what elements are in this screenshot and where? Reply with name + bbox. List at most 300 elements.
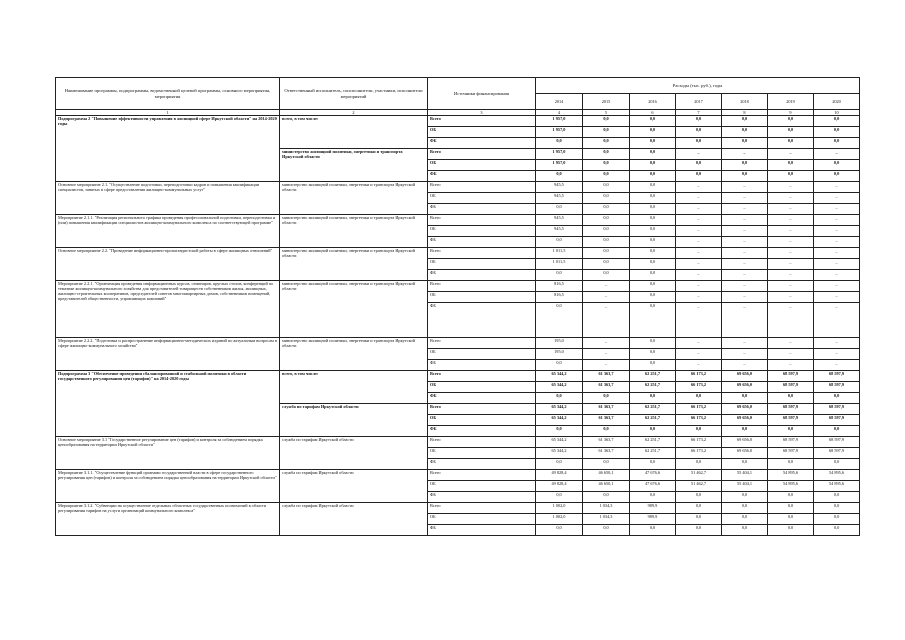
amount-cell: _	[768, 259, 814, 270]
funding-source-cell: ОБ	[428, 160, 536, 171]
amount-cell: 65 344,2	[536, 382, 583, 393]
activity-name-cell: Основное мероприятие 3.1 "Государственное регулирование цен (тарифов) и контроля за соблюдением порядка ценообразования на территории Иркутской области"	[56, 437, 280, 470]
activity-name-cell: Подпрограмма 2 "Повышение эффективности управления в жилищной сфере Иркутской области" на 2014-2020 годы	[56, 116, 280, 182]
responsible-cell: служба по тарифам Иркутской области	[280, 503, 428, 536]
responsible-cell: всего, в том числе:	[280, 116, 428, 149]
amount-cell: 62 251,7	[630, 382, 676, 393]
amount-cell: 0,0	[630, 248, 676, 259]
amount-cell: 55 404,1	[722, 470, 768, 481]
amount-cell: 0,0	[722, 525, 768, 536]
amount-cell: 66 173,2	[676, 371, 722, 382]
amount-cell: 0,0	[722, 503, 768, 514]
amount-cell: 1 034,3	[583, 503, 630, 514]
amount-cell: 989,9	[630, 514, 676, 525]
amount-cell: 0,0	[630, 349, 676, 360]
funding-source-cell: ФБ	[428, 525, 536, 536]
amount-cell: _	[676, 259, 722, 270]
amount-cell: 1 011,5	[536, 259, 583, 270]
amount-cell: _	[722, 338, 768, 349]
amount-cell: 0,0	[630, 160, 676, 171]
amount-cell: 0,0	[583, 393, 630, 404]
amount-cell: _	[768, 237, 814, 248]
funding-source-cell: ОБ	[428, 415, 536, 426]
amount-cell: _	[814, 349, 860, 360]
amount-cell: 0,0	[536, 492, 583, 503]
header-year: 2017	[676, 94, 722, 110]
amount-cell: _	[676, 281, 722, 292]
amount-cell: 0,0	[536, 138, 583, 149]
amount-cell: _	[676, 226, 722, 237]
amount-cell: _	[676, 270, 722, 281]
amount-cell: 65 344,2	[536, 404, 583, 415]
amount-cell: 1 002,0	[536, 503, 583, 514]
amount-cell: _	[722, 182, 768, 193]
funding-source-cell: ОБ	[428, 349, 536, 360]
amount-cell: 0,0	[583, 171, 630, 182]
activity-name-cell: Мероприятие 3.1.2. "Субвенции на осуществление отдельных областных государственных полномочий в области регулирования тарифов на услуги организаций коммунального комплекса"	[56, 503, 280, 536]
funding-source-cell: Всего	[428, 371, 536, 382]
amount-cell: 945,5	[536, 193, 583, 204]
amount-cell: 0,0	[722, 393, 768, 404]
amount-cell: 0,0	[676, 393, 722, 404]
header-name: Наименование программы, подпрограммы, ведомственной целевой программы, основного мероприятия, мероприятия	[56, 78, 280, 110]
amount-cell: 47 676,6	[630, 470, 676, 481]
funding-source-cell: ФБ	[428, 204, 536, 215]
amount-cell: 0,0	[583, 160, 630, 171]
amount-cell: 68 597,9	[814, 437, 860, 448]
amount-cell: _	[768, 226, 814, 237]
column-number: 5	[583, 110, 630, 116]
budget-table-sheet	[55, 77, 859, 536]
amount-cell: 0,0	[768, 492, 814, 503]
amount-cell: 0,0	[583, 459, 630, 470]
amount-cell: 0,0	[722, 459, 768, 470]
responsible-cell: служба по тарифам Иркутской области	[280, 437, 428, 470]
amount-cell: 61 363,7	[583, 437, 630, 448]
amount-cell: 0,0	[630, 270, 676, 281]
amount-cell: _	[583, 360, 630, 371]
amount-cell: 945,5	[536, 215, 583, 226]
amount-cell: 195,0	[536, 338, 583, 349]
amount-cell: 0,0	[676, 492, 722, 503]
funding-source-cell: ОБ	[428, 481, 536, 492]
funding-source-cell: Всего	[428, 503, 536, 514]
amount-cell: 54 895,6	[814, 481, 860, 492]
amount-cell: 1 002,0	[536, 514, 583, 525]
amount-cell: 0,0	[630, 182, 676, 193]
activity-name-cell: Мероприятие 2.1.1. "Реализация регионального графика проведения профессиональной подготовки, переподготовки и (или) повышения квалификации специалистов жилищно-коммунального комплекса по соответствующей программе"	[56, 215, 280, 248]
amount-cell: 69 656,0	[722, 382, 768, 393]
funding-source-cell: ФБ	[428, 237, 536, 248]
amount-cell: 66 173,2	[676, 448, 722, 459]
amount-cell: 68 597,9	[768, 371, 814, 382]
amount-cell: 0,0	[583, 237, 630, 248]
amount-cell: 816,5	[536, 292, 583, 303]
amount-cell: 0,0	[630, 360, 676, 371]
activity-name-cell: Мероприятие 2.2.1. "Организация проведения информационных курсов, семинаров, круглых столов, конференций по тематике жилищно-коммунального хозяйства для представителей товариществ собственников жилья, жилищных, жилищно-строительных кооперативов, председателей советов многоквартирных домов, собственников помещений, представителей общественности, управляющих компаний"	[56, 281, 280, 338]
amount-cell: _	[722, 237, 768, 248]
amount-cell: _	[814, 204, 860, 215]
amount-cell: 0,0	[583, 492, 630, 503]
funding-source-cell: ОБ	[428, 514, 536, 525]
amount-cell: 945,5	[536, 226, 583, 237]
amount-cell: 0,0	[676, 171, 722, 182]
amount-cell: 68 597,9	[768, 437, 814, 448]
amount-cell: _	[722, 281, 768, 292]
table-row	[56, 248, 860, 259]
amount-cell: 0,0	[630, 237, 676, 248]
amount-cell: 1 011,5	[536, 248, 583, 259]
amount-cell: 0,0	[722, 116, 768, 127]
amount-cell: 68 597,9	[768, 382, 814, 393]
amount-cell: _	[768, 193, 814, 204]
amount-cell: _	[722, 193, 768, 204]
column-number: 8	[722, 110, 768, 116]
header-year: 2015	[583, 94, 630, 110]
funding-source-cell: ФБ	[428, 171, 536, 182]
amount-cell: _	[676, 303, 722, 338]
amount-cell: 0,0	[814, 525, 860, 536]
amount-cell: 0,0	[583, 226, 630, 237]
responsible-cell: служба по тарифам Иркутской области	[280, 470, 428, 503]
amount-cell: _	[768, 248, 814, 259]
amount-cell: 65 344,2	[536, 448, 583, 459]
activity-name-cell: Основное мероприятие 2.1. "Осуществление подготовки, переподготовки кадров и повышения квалификации специалистов, занятых в сфере предоставления жилищно-коммунальных услуг"	[56, 182, 280, 215]
amount-cell: 0,0	[630, 338, 676, 349]
amount-cell: 0,0	[536, 459, 583, 470]
amount-cell: _	[676, 248, 722, 259]
amount-cell: _	[814, 226, 860, 237]
amount-cell: 54 895,6	[768, 470, 814, 481]
amount-cell: _	[768, 303, 814, 338]
amount-cell: 0,0	[630, 525, 676, 536]
amount-cell: _	[583, 281, 630, 292]
amount-cell: _	[722, 360, 768, 371]
table-row	[56, 215, 860, 226]
amount-cell: 1 957,0	[536, 149, 583, 160]
funding-source-cell: ФБ	[428, 426, 536, 437]
amount-cell: 0,0	[814, 138, 860, 149]
amount-cell: _	[676, 292, 722, 303]
amount-cell: _	[583, 349, 630, 360]
amount-cell: 0,0	[583, 215, 630, 226]
amount-cell: _	[814, 338, 860, 349]
amount-cell: 0,0	[722, 171, 768, 182]
amount-cell: _	[814, 303, 860, 338]
header-year: 2018	[722, 94, 768, 110]
amount-cell: _	[722, 248, 768, 259]
amount-cell: _	[814, 182, 860, 193]
amount-cell: 0,0	[768, 127, 814, 138]
amount-cell: 61 363,7	[583, 382, 630, 393]
amount-cell: 0,0	[536, 393, 583, 404]
amount-cell: 0,0	[768, 171, 814, 182]
funding-source-cell: Всего	[428, 215, 536, 226]
amount-cell: 66 173,2	[676, 382, 722, 393]
amount-cell: 0,0	[676, 503, 722, 514]
amount-cell: 0,0	[630, 193, 676, 204]
amount-cell: 0,0	[814, 492, 860, 503]
amount-cell: 0,0	[768, 525, 814, 536]
amount-cell: 0,0	[630, 303, 676, 338]
amount-cell: 0,0	[630, 426, 676, 437]
amount-cell: 51 462,7	[676, 481, 722, 492]
amount-cell: 0,0	[814, 514, 860, 525]
column-number: 7	[676, 110, 722, 116]
amount-cell: _	[814, 270, 860, 281]
amount-cell: 0,0	[768, 503, 814, 514]
amount-cell: 0,0	[676, 127, 722, 138]
header-year: 2016	[630, 94, 676, 110]
amount-cell: 0,0	[630, 149, 676, 160]
responsible-cell: министерство жилищной политики, энергетики и транспорта Иркутской области	[280, 182, 428, 215]
amount-cell: 66 173,2	[676, 404, 722, 415]
amount-cell: 0,0	[583, 204, 630, 215]
funding-source-cell: ОБ	[428, 226, 536, 237]
amount-cell: _	[676, 237, 722, 248]
amount-cell: 816,5	[536, 281, 583, 292]
amount-cell: 69 656,0	[722, 415, 768, 426]
table-row	[56, 371, 860, 382]
column-number: 2	[280, 110, 428, 116]
amount-cell: 61 363,7	[583, 448, 630, 459]
amount-cell: 62 251,7	[630, 448, 676, 459]
amount-cell: 0,0	[722, 492, 768, 503]
amount-cell: 61 363,7	[583, 371, 630, 382]
funding-source-cell: ФБ	[428, 360, 536, 371]
amount-cell: _	[814, 237, 860, 248]
amount-cell: 0,0	[768, 459, 814, 470]
amount-cell: _	[814, 193, 860, 204]
amount-cell: 66 173,2	[676, 437, 722, 448]
table-row	[56, 338, 860, 349]
amount-cell: 0,0	[630, 226, 676, 237]
funding-source-cell: ОБ	[428, 292, 536, 303]
amount-cell: _	[676, 349, 722, 360]
amount-cell: 68 597,9	[768, 404, 814, 415]
responsible-cell: министерство жилищной политики, энергетики и транспорта Иркутской области	[280, 338, 428, 371]
amount-cell: 0,0	[768, 393, 814, 404]
amount-cell: 0,0	[536, 303, 583, 338]
amount-cell: 0,0	[768, 514, 814, 525]
funding-source-cell: Всего	[428, 182, 536, 193]
amount-cell: 0,0	[630, 127, 676, 138]
responsible-cell: министерство жилищной политики, энергетики и транспорта Иркутской области	[280, 149, 428, 182]
amount-cell: _	[722, 303, 768, 338]
amount-cell: 0,0	[814, 393, 860, 404]
amount-cell: _	[722, 204, 768, 215]
amount-cell: 68 597,9	[814, 404, 860, 415]
amount-cell: 0,0	[630, 215, 676, 226]
amount-cell: 0,0	[722, 426, 768, 437]
amount-cell: _	[768, 338, 814, 349]
amount-cell: 51 462,7	[676, 470, 722, 481]
amount-cell: 68 597,9	[814, 448, 860, 459]
amount-cell: 0,0	[630, 492, 676, 503]
responsible-cell: служба по тарифам Иркутской области	[280, 404, 428, 437]
header-year: 2019	[768, 94, 814, 110]
table-row	[56, 182, 860, 193]
funding-source-cell: Всего	[428, 404, 536, 415]
amount-cell: 0,0	[536, 270, 583, 281]
amount-cell: _	[768, 270, 814, 281]
amount-cell: _	[722, 226, 768, 237]
amount-cell: 49 828,4	[536, 481, 583, 492]
amount-cell: 0,0	[814, 116, 860, 127]
amount-cell: 0,0	[536, 171, 583, 182]
amount-cell: 0,0	[676, 525, 722, 536]
column-number: 3	[428, 110, 536, 116]
column-number: 4	[536, 110, 583, 116]
amount-cell: 0,0	[722, 138, 768, 149]
funding-source-cell: ОБ	[428, 382, 536, 393]
table-row	[56, 470, 860, 481]
amount-cell: 945,5	[536, 182, 583, 193]
header-source: Источники финансирования	[428, 78, 536, 110]
amount-cell: _	[722, 349, 768, 360]
amount-cell: 0,0	[536, 237, 583, 248]
amount-cell: 68 597,9	[814, 382, 860, 393]
amount-cell: _	[814, 360, 860, 371]
column-number: 10	[814, 110, 860, 116]
amount-cell: 0,0	[630, 292, 676, 303]
amount-cell: 0,0	[630, 204, 676, 215]
activity-name-cell: Подпрограмма 3 "Обеспечение проведения сбалансированной и стабильной политики в области государственного регулирования цен (тарифов)" на 2014-2020 годы	[56, 371, 280, 437]
amount-cell: 0,0	[583, 259, 630, 270]
amount-cell: _	[814, 248, 860, 259]
amount-cell: 0,0	[630, 138, 676, 149]
responsible-cell: министерство жилищной политики, энергетики и транспорта Иркутской области	[280, 281, 428, 338]
amount-cell: 0,0	[814, 171, 860, 182]
amount-cell: 46 650,1	[583, 481, 630, 492]
amount-cell: 54 895,6	[814, 470, 860, 481]
amount-cell: 0,0	[536, 204, 583, 215]
amount-cell: 68 597,9	[768, 415, 814, 426]
amount-cell: 0,0	[630, 281, 676, 292]
amount-cell: 0,0	[676, 459, 722, 470]
amount-cell: 0,0	[536, 360, 583, 371]
amount-cell: 0,0	[814, 503, 860, 514]
amount-cell: 0,0	[583, 127, 630, 138]
responsible-cell: всего, в том числе:	[280, 371, 428, 404]
activity-name-cell: Мероприятие 2.2.2. "Подготовка и распространение информационно-методических изданий по актуальным вопросам в сфере жилищно-коммунального хозяйства"	[56, 338, 280, 371]
activity-name-cell: Мероприятие 3.1.1. "Осуществление функций органами государственной власти в сфере государственного регулирования цен (тарифов) и контроля за соблюдением порядка ценообразования на территории Иркутской области"	[56, 470, 280, 503]
amount-cell: 0,0	[676, 426, 722, 437]
amount-cell: 0,0	[583, 270, 630, 281]
amount-cell: 989,9	[630, 503, 676, 514]
amount-cell: _	[768, 292, 814, 303]
amount-cell: 0,0	[814, 459, 860, 470]
responsible-cell: министерство жилищной политики, энергетики и транспорта Иркутской области	[280, 215, 428, 248]
amount-cell: _	[814, 149, 860, 160]
amount-cell: _	[768, 182, 814, 193]
amount-cell: 68 597,9	[768, 448, 814, 459]
amount-cell: 0,0	[814, 160, 860, 171]
amount-cell: 65 344,2	[536, 415, 583, 426]
table-row	[56, 437, 860, 448]
funding-source-cell: ФБ	[428, 492, 536, 503]
amount-cell: _	[768, 281, 814, 292]
amount-cell: 69 656,0	[722, 404, 768, 415]
amount-cell: 0,0	[768, 426, 814, 437]
amount-cell: 0,0	[583, 182, 630, 193]
amount-cell: 54 895,6	[768, 481, 814, 492]
amount-cell: 0,0	[630, 171, 676, 182]
funding-source-cell: Всего	[428, 149, 536, 160]
funding-source-cell: Всего	[428, 470, 536, 481]
column-number: 6	[630, 110, 676, 116]
amount-cell: _	[768, 149, 814, 160]
amount-cell: 68 597,9	[814, 415, 860, 426]
funding-source-cell: ФБ	[428, 393, 536, 404]
amount-cell: 0,0	[536, 525, 583, 536]
funding-source-cell: Всего	[428, 248, 536, 259]
funding-source-cell: ФБ	[428, 138, 536, 149]
amount-cell: 0,0	[814, 127, 860, 138]
amount-cell: 0,0	[630, 116, 676, 127]
funding-source-cell: Всего	[428, 437, 536, 448]
amount-cell: _	[676, 338, 722, 349]
amount-cell: 69 656,0	[722, 371, 768, 382]
amount-cell: _	[676, 149, 722, 160]
funding-source-cell: ОБ	[428, 259, 536, 270]
amount-cell: 0,0	[630, 393, 676, 404]
amount-cell: _	[722, 270, 768, 281]
amount-cell: _	[814, 215, 860, 226]
amount-cell: 0,0	[630, 259, 676, 270]
amount-cell: 0,0	[583, 426, 630, 437]
amount-cell: _	[583, 303, 630, 338]
funding-source-cell: ФБ	[428, 303, 536, 338]
amount-cell: 1 957,0	[536, 116, 583, 127]
amount-cell: 69 656,0	[722, 448, 768, 459]
amount-cell: 62 251,7	[630, 415, 676, 426]
amount-cell: 0,0	[676, 514, 722, 525]
amount-cell: 0,0	[722, 127, 768, 138]
table-row	[56, 503, 860, 514]
amount-cell: _	[722, 259, 768, 270]
amount-cell: _	[768, 204, 814, 215]
amount-cell: 49 828,4	[536, 470, 583, 481]
amount-cell: _	[676, 204, 722, 215]
amount-cell: _	[768, 215, 814, 226]
amount-cell: _	[814, 292, 860, 303]
funding-source-cell: ОБ	[428, 448, 536, 459]
header-expenses: Расходы (тыс. руб.), годы	[536, 78, 860, 94]
amount-cell: _	[676, 193, 722, 204]
amount-cell: _	[814, 281, 860, 292]
amount-cell: 62 251,7	[630, 404, 676, 415]
amount-cell: 0,0	[583, 193, 630, 204]
amount-cell: _	[722, 149, 768, 160]
funding-source-cell: ФБ	[428, 459, 536, 470]
responsible-cell: министерство жилищной политики, энергетики и транспорта Иркутской области	[280, 248, 428, 281]
amount-cell: _	[583, 338, 630, 349]
amount-cell: 62 251,7	[630, 437, 676, 448]
amount-cell: 0,0	[583, 248, 630, 259]
amount-cell: _	[722, 292, 768, 303]
amount-cell: 0,0	[814, 426, 860, 437]
funding-source-cell: Всего	[428, 116, 536, 127]
amount-cell: 66 173,2	[676, 415, 722, 426]
amount-cell: 0,0	[583, 116, 630, 127]
amount-cell: 47 676,6	[630, 481, 676, 492]
amount-cell: _	[768, 360, 814, 371]
amount-cell: 65 344,2	[536, 371, 583, 382]
amount-cell: 0,0	[768, 160, 814, 171]
funding-source-cell: ОБ	[428, 193, 536, 204]
amount-cell: 0,0	[630, 459, 676, 470]
